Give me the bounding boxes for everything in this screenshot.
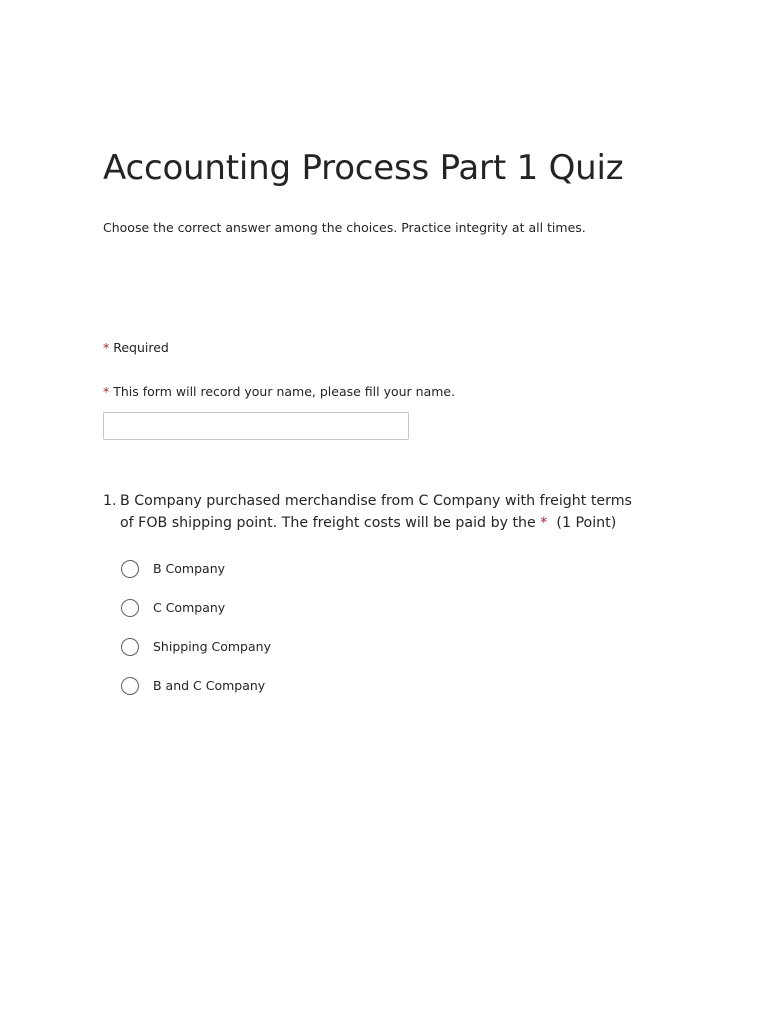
- option-c-company[interactable]: [121, 597, 271, 636]
- question-points: (1 Point): [556, 515, 617, 531]
- option-label: B Company: [153, 561, 226, 576]
- required-note: [103, 340, 169, 355]
- option-b-company[interactable]: [121, 558, 271, 597]
- question-number: 1.: [103, 493, 117, 509]
- radio-circle-icon[interactable]: [121, 677, 139, 695]
- name-field-label: [103, 384, 455, 399]
- required-asterisk: *: [103, 340, 110, 355]
- name-required-asterisk: *: [103, 384, 110, 399]
- option-label: B and C Company: [153, 678, 266, 693]
- option-b-and-c-company[interactable]: [121, 675, 271, 714]
- radio-circle-icon[interactable]: [121, 560, 139, 578]
- option-shipping-company[interactable]: [121, 636, 271, 675]
- question-1: [103, 490, 643, 534]
- question-required-asterisk: *: [540, 515, 548, 531]
- question-text-wrap: [103, 490, 643, 534]
- radio-circle-icon[interactable]: [121, 638, 139, 656]
- option-label: C Company: [153, 600, 226, 615]
- form-description: Choose the correct answer among the choices. Practice integrity at all times.: [103, 220, 586, 235]
- option-label: Shipping Company: [153, 639, 271, 654]
- form-title: Accounting Process Part 1 Quiz: [103, 148, 624, 188]
- name-field-label-text: This form will record your name, please fill your name.: [113, 384, 456, 399]
- name-input[interactable]: [103, 412, 409, 440]
- question-text: B Company purchased merchandise from C Company with freight terms of FOB shipping point. The freight costs will be paid by the: [120, 493, 632, 531]
- radio-circle-icon[interactable]: [121, 599, 139, 617]
- question-1-options: [121, 558, 271, 714]
- required-note-text: Required: [113, 340, 169, 355]
